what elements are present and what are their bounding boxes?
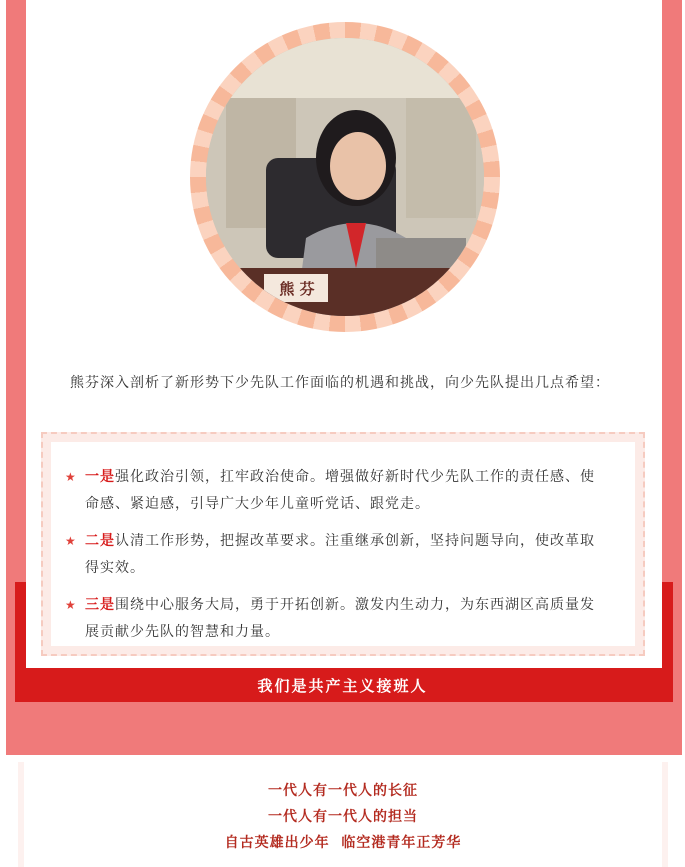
hope-item-3-body: 围绕中心服务大局，勇于开拓创新。激发内生动力，为东西湖区高质量发展贡献少先队的智慧和力量。 <box>85 597 595 640</box>
speaker-photo-frame <box>190 22 500 332</box>
hope-item-1-text <box>73 464 603 518</box>
hope-item-2-lead: 二是 <box>85 533 115 549</box>
hope-item-2-text <box>73 528 603 582</box>
hope-item-1-body: 强化政治引领，扛牢政治使命。增强做好新时代少先队工作的责任感、使命感、紧迫感，引导广大少年儿童听党话、跟党走。 <box>85 469 595 512</box>
intro-paragraph: 熊芬深入剖析了新形势下少先队工作面临的机遇和挑战，向少先队提出几点希望： <box>70 375 610 391</box>
closing-box <box>18 762 668 867</box>
hope-item-1-lead: 一是 <box>85 469 115 485</box>
hope-item-2 <box>65 528 603 582</box>
closing-line-3: 自古英雄出少年 临空港青年正芳华 <box>224 835 462 851</box>
hope-item-3-text <box>73 592 603 646</box>
closing-box-inner <box>24 762 662 867</box>
hope-item-3-lead: 三是 <box>85 597 115 613</box>
nameplate-text: 熊 芬 <box>279 280 315 298</box>
closing-line-2: 一代人有一代人的担当 <box>268 809 418 825</box>
star-icon: ★ <box>65 598 77 612</box>
star-icon: ★ <box>65 534 77 548</box>
hope-item-1 <box>65 464 603 518</box>
hopes-box <box>41 432 645 656</box>
banner-title: 我们是共产主义接班人 <box>257 677 428 695</box>
hopes-box-inner <box>51 442 635 646</box>
hope-item-2-body: 认清工作形势，把握改革要求。注重继承创新，坚持问题导向，使改革取得实效。 <box>85 533 595 576</box>
star-icon: ★ <box>65 470 77 484</box>
hope-item-3 <box>65 592 603 646</box>
speaker-photo <box>206 38 484 316</box>
closing-line-1: 一代人有一代人的长征 <box>268 783 418 799</box>
